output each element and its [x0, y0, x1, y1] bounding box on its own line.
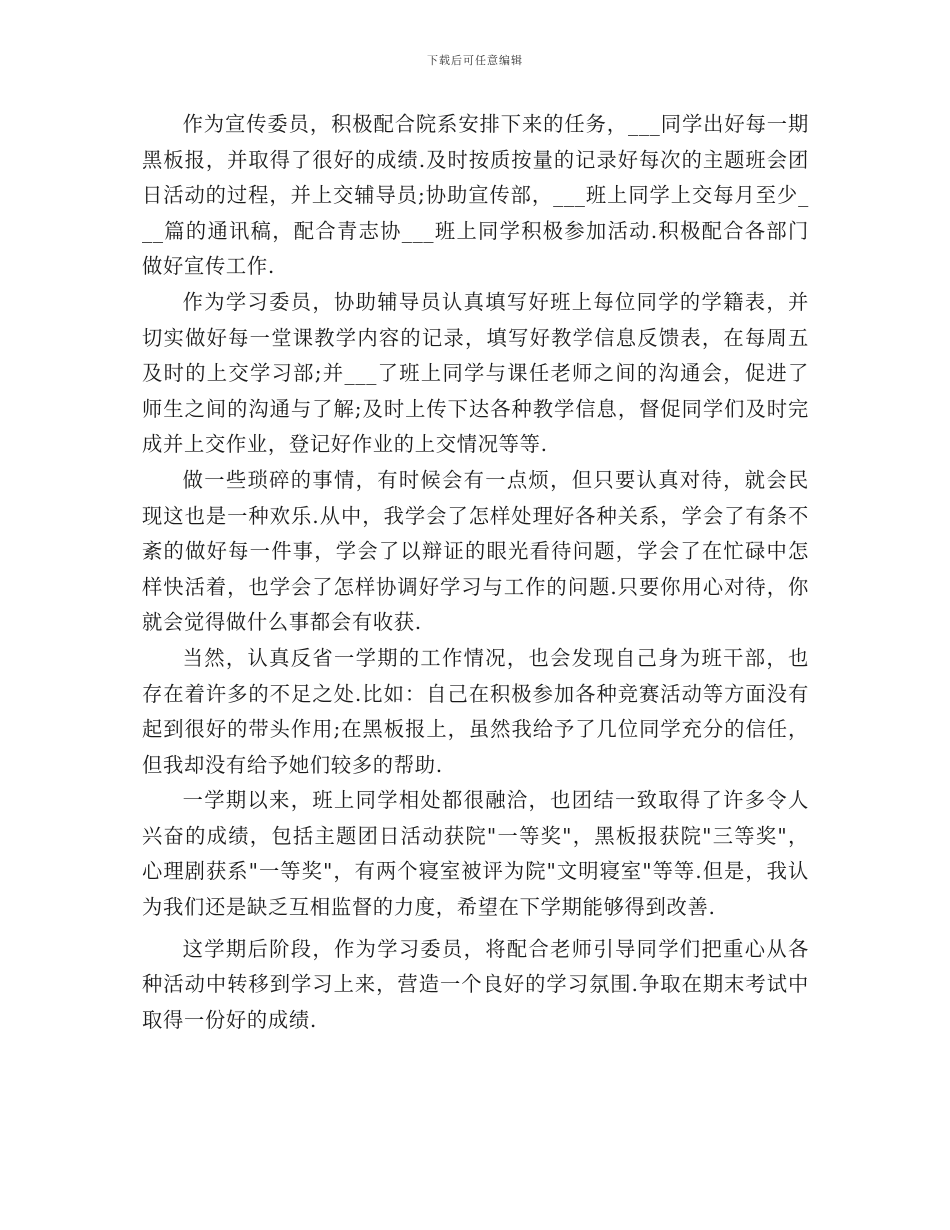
paragraph-study-committee: 作为学习委员，协助辅导员认真填写好班上每位同学的学籍表，并切实做好每一堂课教学内容的记录，填写好教学信息反馈表，在每周五及时的上交学习部;并___了班上同学与课任老师之间的沟通会，促进了师生之间的沟通与了解;及时上传下达各种教学信息，督促同学们及时完成并上交作业，登记好作业的上交情况等等. [142, 289, 809, 457]
header-note: 下载后可任意编辑 [427, 54, 523, 67]
paragraph-reflection: 做一些琐碎的事情，有时候会有一点烦，但只要认真对待，就会民现这也是一种欢乐.从中，我学会了怎样处理好各种关系，学会了有条不紊的做好每一件事，学会了以辩证的眼光看待问题，学会了在忙碌中怎样快活着，也学会了怎样协调好学习与工作的问题.只要你用心对待，你就会觉得做什么事都会有收获. [142, 467, 809, 635]
paragraph-achievements: 一学期以来，班上同学相处都很融洽，也团结一致取得了许多令人兴奋的成绩，包括主题团日活动获院"一等奖"，黑板报获院"三等奖"，心理剧获系"一等奖"，有两个寝室被评为院"文明寝室"等等.但是，我认为我们还是缺乏互相监督的力度，希望在下学期能够得到改善. [142, 788, 809, 920]
paragraph-publicity: 作为宣传委员，积极配合院系安排下来的任务，___同学出好每一期黑板报，并取得了很好的成绩.及时按质按量的记录好每次的主题班会团日活动的过程，并上交辅导员;协助宣传部，___班上同学上交每月至少___篇的通讯稿，配合青志协___班上同学积极参加活动.积极配合各部门做好宣传工作. [142, 112, 809, 279]
paragraph-shortcomings: 当然，认真反省一学期的工作情况，也会发现自己身为班干部，也存在着许多的不足之处.比如：自己在积极参加各种竞赛活动等方面没有起到很好的带头作用;在黑板报上，虽然我给予了几位同学充分的信任，但我却没有给予她们较多的帮助. [142, 645, 809, 777]
document-body [142, 107, 809, 1038]
paragraph-plan: 这学期后阶段，作为学习委员，将配合老师引导同学们把重心从各种活动中转移到学习上来，营造一个良好的学习氛围.争取在期末考试中取得一份好的成绩. [142, 936, 809, 1032]
